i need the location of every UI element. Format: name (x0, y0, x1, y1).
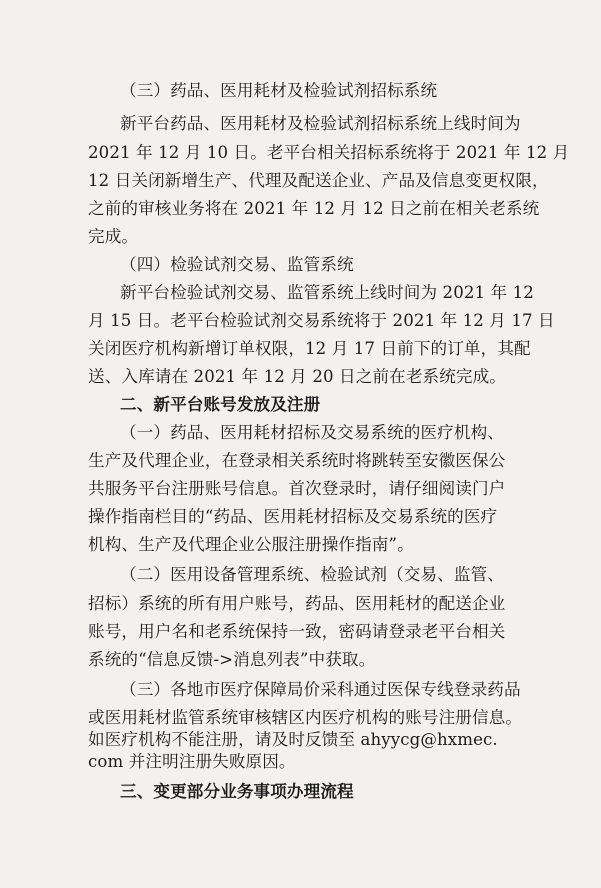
paragraph-line: 完成。 (88, 227, 139, 246)
paragraph-line: 送、入库请在 2021 年 12 月 20 日之前在老系统完成。 (88, 367, 506, 386)
paragraph-line: 月 15 日。老平台检验试剂交易系统将于 2021 年 12 月 17 日 (88, 311, 555, 330)
section-heading-three: 三、变更部分业务事项办理流程 (120, 782, 354, 801)
paragraph-line: 生产及代理企业，在登录相关系统时将跳转至安徽医保公 (88, 451, 506, 470)
paragraph-line: （二）医用设备管理系统、检验试剂（交易、监管、 (120, 565, 504, 584)
paragraph-line: 系统的“信息反馈->消息列表”中获取。 (88, 650, 376, 669)
subheading-four: （四）检验试剂交易、监管系统 (120, 255, 354, 274)
paragraph-line: 新平台检验试剂交易、监管系统上线时间为 2021 年 12 (120, 283, 534, 302)
paragraph-line: 共服务平台注册账号信息。首次登录时，请仔细阅读门户 (88, 479, 506, 498)
paragraph-line: （三）各地市医疗保障局价采科通过医保专线登录药品 (120, 680, 521, 699)
paragraph-line: 之前的审核业务将在 2021 年 12 月 12 日之前在相关老系统 (88, 199, 540, 218)
paragraph-line: 12 日关闭新增生产、代理及配送企业、产品及信息变更权限， (88, 171, 549, 190)
paragraph-line: 机构、生产及代理企业公服注册操作指南”。 (88, 535, 414, 554)
paragraph-line: 账号，用户名和老系统保持一致，密码请登录老平台相关 (88, 622, 506, 641)
subheading-three: （三）药品、医用耗材及检验试剂招标系统 (120, 81, 438, 100)
section-heading-two: 二、新平台账号发放及注册 (120, 395, 321, 414)
paragraph-line: 操作指南栏目的“药品、医用耗材招标及交易系统的医疗 (88, 507, 498, 526)
paragraph-line: （一）药品、医用耗材招标及交易系统的医疗机构、 (120, 423, 504, 442)
paragraph-line: com 并注明注册失败原因。 (88, 752, 296, 771)
paragraph-line: 新平台药品、医用耗材及检验试剂招标系统上线时间为 (120, 114, 521, 133)
paragraph-line: 关闭医疗机构新增订单权限，12 月 17 日前下的订单，其配 (88, 339, 531, 358)
paragraph-line: 招标）系统的所有用户账号，药品、医用耗材的配送企业 (88, 594, 506, 613)
paragraph-line: 2021 年 12 月 10 日。老平台相关招标系统将于 2021 年 12 月 (88, 143, 570, 162)
paragraph-line-wrapped: 或医用耗材监管系统审核辖区内医疗机构的账号注册信息。如医疗机构不能注册，请及时反馈至 ahyycg@hxmec. (88, 708, 523, 749)
